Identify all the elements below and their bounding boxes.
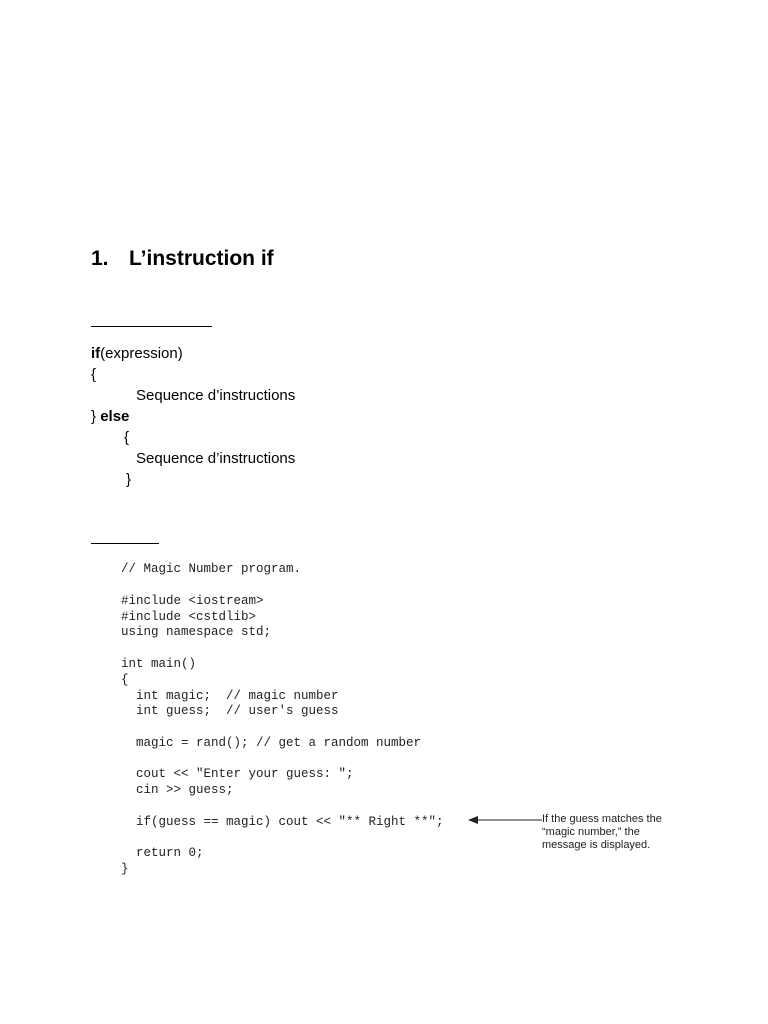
example-underline [91,543,159,544]
syntax-close-brace-2: } [126,471,132,488]
code-line: } [121,862,129,876]
arrow-left-icon [466,813,542,827]
syntax-open-brace-2: { [124,429,130,446]
code-annotation [542,813,682,852]
code-line: using namespace std; [121,625,272,639]
else-keyword: else [100,408,130,425]
code-line: if(guess == magic) cout << "** Right **"; [121,815,444,829]
syntax-underline [91,326,212,327]
code-line: { [121,673,129,687]
if-expression: (expression) [100,345,183,362]
if-keyword: if [91,345,101,362]
syntax-if-line [91,344,183,364]
annotation-line-2: “magic number,” the [542,826,640,838]
code-line: return 0; [121,846,204,860]
section-heading [91,247,274,271]
code-line: #include <cstdlib> [121,610,257,624]
code-line: int guess; // user's guess [121,704,339,718]
code-line: // Magic Number program. [121,562,302,576]
code-line: #include <iostream> [121,594,264,608]
syntax-sequence-2: Sequence d’instructions [136,450,296,467]
annotation-line-3: message is displayed. [542,839,651,851]
code-line: int magic; // magic number [121,689,339,703]
syntax-else-line [91,407,129,427]
syntax-close-brace: } [91,408,97,425]
syntax-open-brace: { [91,366,97,383]
section-title: L’instruction if [129,247,274,270]
syntax-sequence-1: Sequence d’instructions [136,387,296,404]
section-number: 1. [91,247,109,270]
code-line: magic = rand(); // get a random number [121,736,422,750]
annotation-line-1: If the guess matches the [542,813,662,825]
code-line: int main() [121,657,197,671]
code-line: cin >> guess; [121,783,234,797]
code-line: cout << "Enter your guess: "; [121,767,354,781]
